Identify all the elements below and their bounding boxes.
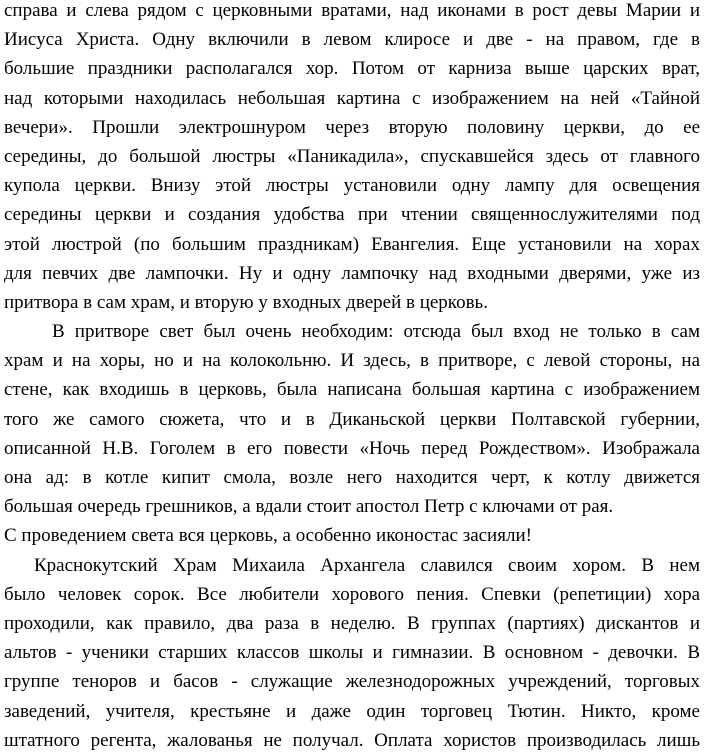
text-line: над которыми находилась небольшая картина с изображением на ней «Тайной xyxy=(4,87,700,109)
text-line: вечери». Прошли электрошнуром через вторую половину церкви, до ее xyxy=(4,116,700,138)
paragraph-p2 xyxy=(4,317,700,521)
text-line: С проведением света вся церковь, а особенно иконостас засияли! xyxy=(4,525,532,547)
text-line: середины, до большой люстры «Паникадила», спускавшейся здесь от главного xyxy=(4,145,700,167)
paragraph-p4 xyxy=(4,551,700,755)
text-line: того же самого сюжета, что и в Диканьской церкви Полтавской губернии, xyxy=(4,408,700,430)
text-line: проходили, как правило, два раза в неделю. В группах (партиях) дискантов и xyxy=(4,612,700,634)
text-line: стене, как входишь в церковь, была написана большая картина с изображением xyxy=(4,379,700,401)
text-line: большие праздники располагался хор. Потом от карниза выше царских врат, xyxy=(4,58,700,80)
text-line: справа и слева рядом с церковными вратами, над иконами в рост девы Марии и xyxy=(4,0,700,21)
text-line: храм и на хоры, но и на колокольню. И здесь, в притворе, с левой стороны, на xyxy=(4,350,700,372)
text-line: большая очередь грешников, а вдали стоит апостол Петр с ключами от рая. xyxy=(4,496,614,518)
paragraph-p1 xyxy=(4,0,700,317)
document-body xyxy=(4,0,700,755)
text-line: было человек сорок. Все любители хорового пения. Спевки (репетиции) хора xyxy=(4,583,700,605)
text-line: она ад: в котле кипит смола, возле него находится черт, к котлу движется xyxy=(4,467,700,488)
text-line: Краснокутский Храм Михаила Архангела славился своим хором. В нем xyxy=(34,554,700,576)
text-line: группе теноров и басов - служащие железнодорожных учреждений, торговых xyxy=(4,671,700,693)
text-line: этой люстрой (по большим праздникам) Евангелия. Еще установили на хорах xyxy=(4,233,700,255)
text-line: Иисуса Христа. Одну включили в левом клиросе и две - на правом, где в xyxy=(4,29,700,51)
text-line: для певчих две лампочки. Ну и одну лампочку над входными дверями, уже из xyxy=(4,262,700,284)
text-line: альтов - ученики старших классов школы и гимназии. В основном - девочки. В xyxy=(4,642,700,664)
text-line: заведений, учителя, крестьяне и даже один торговец Тютин. Никто, кроме xyxy=(4,700,700,722)
text-line: В притворе свет был очень необходим: отсюда был вход не только в сам xyxy=(52,321,700,343)
text-line: притвора в сам храм, и вторую у входных дверей в церковь. xyxy=(4,291,488,313)
paragraph-p3 xyxy=(4,521,700,550)
text-line: описанной Н.В. Гоголем в его повести «Ночь перед Рождеством». Изображала xyxy=(4,437,700,459)
text-line: середины церкви и создания удобства при чтении священнослужителями под xyxy=(4,204,700,226)
text-line: штатного регента, жалованья не получал. Оплата хористов производилась лишь xyxy=(4,729,700,751)
text-line: купола церкви. Внизу этой люстры установили одну лампу для освещения xyxy=(4,175,700,197)
